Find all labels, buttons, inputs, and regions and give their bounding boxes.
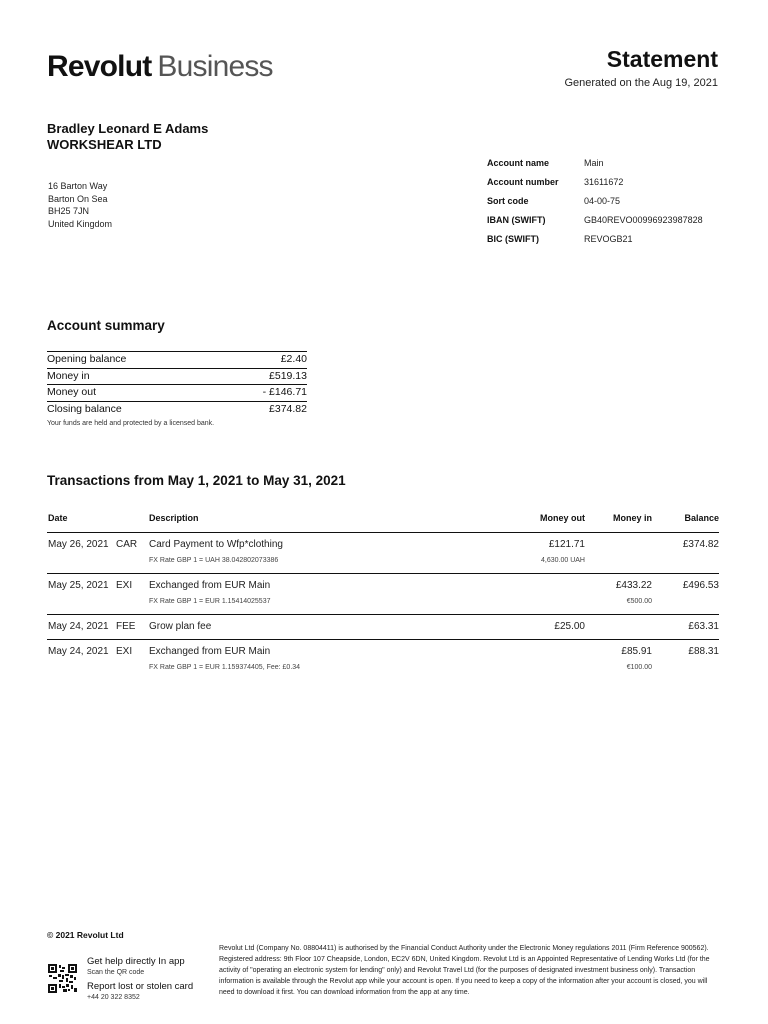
tx-balance: £88.31 <box>688 646 719 657</box>
tx-money-out-original: 4,630.00 UAH <box>541 557 585 564</box>
account-detail-label: IBAN (SWIFT) <box>487 215 546 225</box>
summary-value: £519.13 <box>269 369 307 382</box>
address-line: 16 Barton Way <box>48 181 108 191</box>
tx-fx-detail: FX Rate GBP 1 = EUR 1.15414025537 <box>149 598 271 605</box>
transactions-title: Transactions from May 1, 2021 to May 31, 2021 <box>47 473 346 488</box>
copyright: © 2021 Revolut Ltd <box>47 930 124 940</box>
transactions-table <box>47 533 719 680</box>
tx-description: Exchanged from EUR Main <box>149 580 271 591</box>
transaction-row <box>47 615 719 640</box>
header-description: Description <box>149 513 199 523</box>
header-money-out: Money out <box>540 513 585 523</box>
address-line: Barton On Sea <box>48 193 108 204</box>
summary-row <box>47 385 307 402</box>
tx-type: EXI <box>116 580 133 591</box>
tx-type: FEE <box>116 621 136 632</box>
summary-value: £2.40 <box>280 353 307 365</box>
account-detail-value: 04-00-75 <box>584 196 621 206</box>
account-detail-value: REVOGB21 <box>584 234 633 244</box>
tx-balance: £374.82 <box>682 539 719 550</box>
funds-protection-note: Your funds are held and protected by a licensed bank. <box>47 420 215 427</box>
tx-balance: £63.31 <box>688 621 719 632</box>
tx-date: May 24, 2021 <box>48 621 109 632</box>
summary-value: - £146.71 <box>262 386 307 399</box>
brand-name-bold: Revolut <box>47 50 152 83</box>
summary-row <box>47 351 307 369</box>
tx-date: May 26, 2021 <box>48 539 109 550</box>
help-subtitle: Scan the QR code <box>87 969 145 976</box>
tx-balance: £496.53 <box>682 580 719 591</box>
transaction-row <box>47 640 719 680</box>
tx-date: May 24, 2021 <box>48 646 109 657</box>
header-money-in: Money in <box>612 513 652 523</box>
tx-money-in-original: €500.00 <box>626 598 652 605</box>
tx-money-in: £85.91 <box>621 646 652 657</box>
summary-label: Closing balance <box>47 402 122 415</box>
tx-money-in-original: €100.00 <box>626 664 652 671</box>
brand-logo <box>47 50 273 84</box>
account-detail-label: Sort code <box>487 196 529 206</box>
summary-row <box>47 369 307 386</box>
report-card-phone[interactable]: +44 20 322 8352 <box>87 994 140 1001</box>
transactions-header <box>47 510 719 533</box>
account-detail-label: Account number <box>487 177 559 187</box>
customer-name: Bradley Leonard E Adams <box>47 121 209 136</box>
customer-company: WORKSHEAR LTD <box>47 137 162 152</box>
summary-row <box>47 402 307 418</box>
qr-code-icon[interactable] <box>48 964 77 993</box>
customer-address <box>48 180 112 230</box>
tx-fx-detail: FX Rate GBP 1 = EUR 1.159374405, Fee: £0.34 <box>149 664 301 671</box>
transaction-row <box>47 574 719 615</box>
tx-type: CAR <box>116 539 138 550</box>
statement-title: Statement <box>606 46 718 72</box>
tx-description: Grow plan fee <box>149 621 212 632</box>
account-detail-value: Main <box>584 158 604 168</box>
address-line: BH25 7JN <box>48 206 90 217</box>
tx-description: Card Payment to Wfp*clothing <box>149 539 283 550</box>
summary-value: £374.82 <box>269 402 307 415</box>
summary-label: Money in <box>47 369 90 382</box>
tx-type: EXI <box>116 646 133 657</box>
header-balance: Balance <box>684 513 719 523</box>
generated-date: Generated on the Aug 19, 2021 <box>564 77 718 89</box>
account-summary-title: Account summary <box>47 318 165 333</box>
account-detail-value: 31611672 <box>584 177 624 187</box>
legal-disclaimer: Revolut Ltd (Company No. 08804411) is authorised by the Financial Conduct Authority under the Electronic Money regulations 2011 (Firm Reference 900562). Registered address: 9th Floor 107 Cheapside, London, EC2V 6DN, United Kingdom. Revolut Ltd is an Appointed Representative of Lending Works Ltd (for the activity of "operating an electronic system for lending" only) and Revolut Travel Ltd (for the purposes of designated investment business only). Transaction information is available through the Revolut app while your account is open. If you need to keep a copy of the information after your account is closed, you will need to download it first. You can download information from the app at any time. <box>219 945 710 996</box>
tx-description: Exchanged from EUR Main <box>149 646 271 657</box>
summary-label: Opening balance <box>47 353 127 365</box>
tx-money-out: £121.71 <box>548 539 585 550</box>
tx-money-in: £433.22 <box>615 580 652 591</box>
account-detail-value: GB40REVO00996923987828 <box>584 215 703 225</box>
address-line: United Kingdom <box>48 218 113 229</box>
account-detail-label: Account name <box>487 158 550 168</box>
header-date: Date <box>48 513 68 523</box>
tx-money-out: £25.00 <box>554 621 585 632</box>
tx-date: May 25, 2021 <box>48 580 109 591</box>
report-card-title[interactable]: Report lost or stolen card <box>87 981 194 992</box>
transaction-row <box>47 533 719 574</box>
tx-fx-detail: FX Rate GBP 1 = UAH 38.042802073386 <box>149 557 279 564</box>
account-summary-table <box>47 351 307 417</box>
account-detail-label: BIC (SWIFT) <box>487 234 539 244</box>
summary-label: Money out <box>47 386 97 399</box>
help-title[interactable]: Get help directly In app <box>87 956 185 967</box>
brand-name-light: Business <box>157 50 273 83</box>
